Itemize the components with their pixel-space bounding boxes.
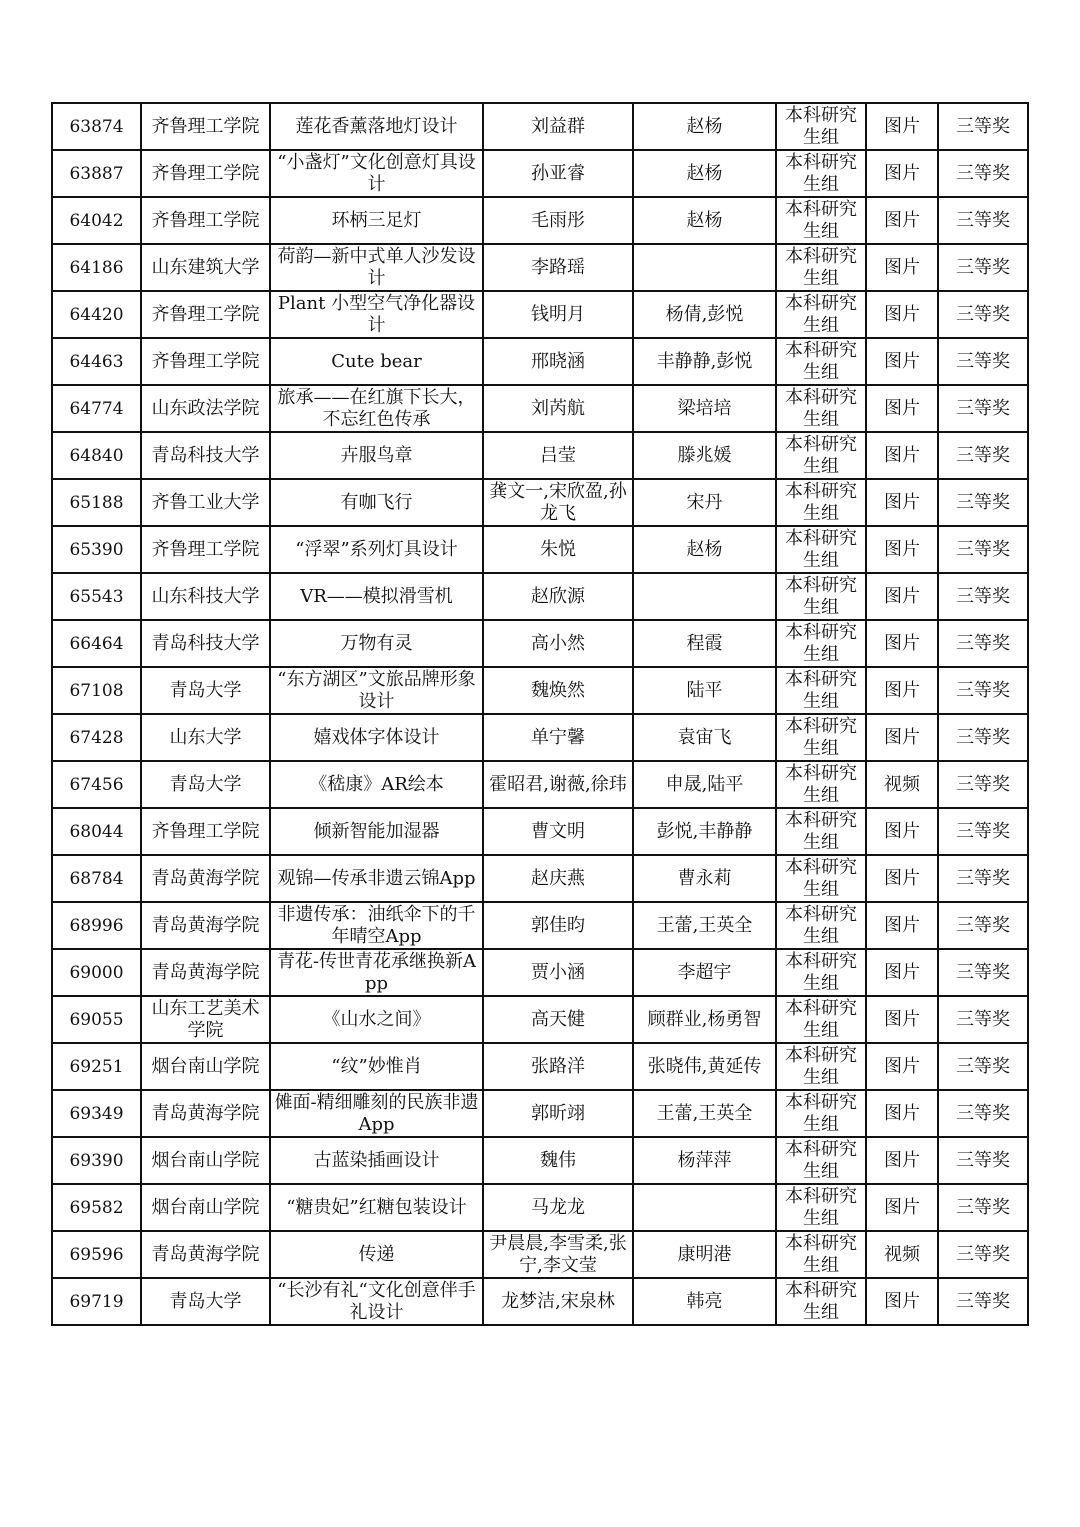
entry-id-cell: 67108 xyxy=(52,667,141,714)
entry-id-cell: 68784 xyxy=(52,855,141,902)
authors-cell: 高小然 xyxy=(483,620,633,667)
school-cell: 齐鲁理工学院 xyxy=(141,338,270,385)
work-title-cell: Plant 小型空气净化器设计 xyxy=(270,291,483,338)
school-cell: 青岛大学 xyxy=(141,1278,270,1325)
advisors-cell: 滕兆媛 xyxy=(633,432,776,479)
group-cell: 本科研究生组 xyxy=(776,1278,866,1325)
table-row xyxy=(52,714,1028,761)
work-type-cell: 图片 xyxy=(866,385,938,432)
work-title-cell: 倾新智能加湿器 xyxy=(270,808,483,855)
work-title-cell: “长沙有礼“文化创意伴手礼设计 xyxy=(270,1278,483,1325)
advisors-cell xyxy=(633,1184,776,1231)
advisors-cell: 程霞 xyxy=(633,620,776,667)
work-type-cell: 图片 xyxy=(866,808,938,855)
table-row xyxy=(52,620,1028,667)
school-cell: 青岛黄海学院 xyxy=(141,902,270,949)
award-cell: 三等奖 xyxy=(938,150,1028,197)
work-type-cell: 图片 xyxy=(866,1278,938,1325)
table-row xyxy=(52,1278,1028,1325)
work-title-cell: 青花-传世青花承继换新App xyxy=(270,949,483,996)
advisors-cell: 李超宇 xyxy=(633,949,776,996)
award-cell: 三等奖 xyxy=(938,1043,1028,1090)
entry-id-cell: 63887 xyxy=(52,150,141,197)
authors-cell: 龙梦洁,宋泉林 xyxy=(483,1278,633,1325)
school-cell: 青岛科技大学 xyxy=(141,432,270,479)
authors-cell: 魏伟 xyxy=(483,1137,633,1184)
authors-cell: 李路瑶 xyxy=(483,244,633,291)
entry-id-cell: 69055 xyxy=(52,996,141,1043)
entry-id-cell: 65543 xyxy=(52,573,141,620)
authors-cell: 刘益群 xyxy=(483,103,633,150)
work-type-cell: 图片 xyxy=(866,103,938,150)
group-cell: 本科研究生组 xyxy=(776,197,866,244)
entry-id-cell: 68044 xyxy=(52,808,141,855)
work-type-cell: 图片 xyxy=(866,620,938,667)
school-cell: 青岛大学 xyxy=(141,667,270,714)
work-type-cell: 图片 xyxy=(866,1184,938,1231)
work-type-cell: 图片 xyxy=(866,573,938,620)
work-type-cell: 视频 xyxy=(866,761,938,808)
work-type-cell: 图片 xyxy=(866,902,938,949)
authors-cell: 赵庆燕 xyxy=(483,855,633,902)
entry-id-cell: 67456 xyxy=(52,761,141,808)
award-cell: 三等奖 xyxy=(938,902,1028,949)
advisors-cell: 曹永莉 xyxy=(633,855,776,902)
entry-id-cell: 65390 xyxy=(52,526,141,573)
entry-id-cell: 69349 xyxy=(52,1090,141,1137)
award-cell: 三等奖 xyxy=(938,479,1028,526)
work-type-cell: 图片 xyxy=(866,432,938,479)
work-type-cell: 图片 xyxy=(866,667,938,714)
entry-id-cell: 64774 xyxy=(52,385,141,432)
entry-id-cell: 64042 xyxy=(52,197,141,244)
work-title-cell: 卉服鸟章 xyxy=(270,432,483,479)
work-type-cell: 图片 xyxy=(866,949,938,996)
school-cell: 齐鲁理工学院 xyxy=(141,197,270,244)
authors-cell: 赵欣源 xyxy=(483,573,633,620)
advisors-cell: 赵杨 xyxy=(633,197,776,244)
school-cell: 青岛科技大学 xyxy=(141,620,270,667)
group-cell: 本科研究生组 xyxy=(776,1090,866,1137)
group-cell: 本科研究生组 xyxy=(776,573,866,620)
work-title-cell: 傩面-精细雕刻的民族非遗App xyxy=(270,1090,483,1137)
school-cell: 齐鲁理工学院 xyxy=(141,103,270,150)
authors-cell: 单宁馨 xyxy=(483,714,633,761)
work-type-cell: 图片 xyxy=(866,1043,938,1090)
work-title-cell: “东方湖区”文旅品牌形象设计 xyxy=(270,667,483,714)
table-row xyxy=(52,996,1028,1043)
school-cell: 齐鲁工业大学 xyxy=(141,479,270,526)
award-cell: 三等奖 xyxy=(938,620,1028,667)
authors-cell: 高天健 xyxy=(483,996,633,1043)
school-cell: 山东大学 xyxy=(141,714,270,761)
table-row xyxy=(52,338,1028,385)
award-table xyxy=(51,102,1029,1326)
advisors-cell: 康明港 xyxy=(633,1231,776,1278)
work-title-cell: 《山水之间》 xyxy=(270,996,483,1043)
authors-cell: 尹晨晨,李雪柔,张宁,李文莹 xyxy=(483,1231,633,1278)
award-cell: 三等奖 xyxy=(938,432,1028,479)
authors-cell: 毛雨彤 xyxy=(483,197,633,244)
work-title-cell: 万物有灵 xyxy=(270,620,483,667)
group-cell: 本科研究生组 xyxy=(776,291,866,338)
award-cell: 三等奖 xyxy=(938,573,1028,620)
school-cell: 山东政法学院 xyxy=(141,385,270,432)
award-cell: 三等奖 xyxy=(938,1278,1028,1325)
work-type-cell: 图片 xyxy=(866,1090,938,1137)
group-cell: 本科研究生组 xyxy=(776,761,866,808)
work-title-cell: “纹”妙惟肖 xyxy=(270,1043,483,1090)
work-title-cell: 荷韵—新中式单人沙发设计 xyxy=(270,244,483,291)
authors-cell: 龚文一,宋欣盈,孙龙飞 xyxy=(483,479,633,526)
work-type-cell: 图片 xyxy=(866,291,938,338)
work-title-cell: 古蓝染插画设计 xyxy=(270,1137,483,1184)
award-cell: 三等奖 xyxy=(938,103,1028,150)
authors-cell: 刘芮航 xyxy=(483,385,633,432)
award-cell: 三等奖 xyxy=(938,526,1028,573)
advisors-cell xyxy=(633,244,776,291)
table-row xyxy=(52,1137,1028,1184)
table-row xyxy=(52,385,1028,432)
entry-id-cell: 69390 xyxy=(52,1137,141,1184)
work-title-cell: 莲花香薰落地灯设计 xyxy=(270,103,483,150)
work-title-cell: 《嵇康》AR绘本 xyxy=(270,761,483,808)
award-cell: 三等奖 xyxy=(938,197,1028,244)
advisors-cell: 赵杨 xyxy=(633,150,776,197)
group-cell: 本科研究生组 xyxy=(776,949,866,996)
school-cell: 齐鲁理工学院 xyxy=(141,526,270,573)
group-cell: 本科研究生组 xyxy=(776,150,866,197)
table-row xyxy=(52,949,1028,996)
table-row xyxy=(52,479,1028,526)
award-cell: 三等奖 xyxy=(938,291,1028,338)
work-type-cell: 图片 xyxy=(866,479,938,526)
advisors-cell: 张晓伟,黄延传 xyxy=(633,1043,776,1090)
table-row xyxy=(52,1231,1028,1278)
advisors-cell: 陆平 xyxy=(633,667,776,714)
work-type-cell: 图片 xyxy=(866,244,938,291)
authors-cell: 张路洋 xyxy=(483,1043,633,1090)
entry-id-cell: 64463 xyxy=(52,338,141,385)
table-row xyxy=(52,526,1028,573)
entry-id-cell: 64186 xyxy=(52,244,141,291)
group-cell: 本科研究生组 xyxy=(776,667,866,714)
authors-cell: 吕莹 xyxy=(483,432,633,479)
table-row xyxy=(52,855,1028,902)
authors-cell: 魏焕然 xyxy=(483,667,633,714)
advisors-cell: 袁宙飞 xyxy=(633,714,776,761)
advisors-cell: 王蕾,王英全 xyxy=(633,1090,776,1137)
table-row xyxy=(52,150,1028,197)
award-cell: 三等奖 xyxy=(938,385,1028,432)
table-row xyxy=(52,902,1028,949)
authors-cell: 曹文明 xyxy=(483,808,633,855)
work-title-cell: 嬉戏体字体设计 xyxy=(270,714,483,761)
table-row xyxy=(52,244,1028,291)
entry-id-cell: 68996 xyxy=(52,902,141,949)
work-title-cell: Cute bear xyxy=(270,338,483,385)
authors-cell: 霍昭君,谢薇,徐玮 xyxy=(483,761,633,808)
group-cell: 本科研究生组 xyxy=(776,103,866,150)
award-table-body xyxy=(52,103,1028,1325)
advisors-cell xyxy=(633,573,776,620)
award-cell: 三等奖 xyxy=(938,761,1028,808)
work-title-cell: “浮翠”系列灯具设计 xyxy=(270,526,483,573)
award-cell: 三等奖 xyxy=(938,1231,1028,1278)
award-cell: 三等奖 xyxy=(938,667,1028,714)
authors-cell: 钱明月 xyxy=(483,291,633,338)
advisors-cell: 韩亮 xyxy=(633,1278,776,1325)
advisors-cell: 杨倩,彭悦 xyxy=(633,291,776,338)
group-cell: 本科研究生组 xyxy=(776,620,866,667)
school-cell: 青岛黄海学院 xyxy=(141,949,270,996)
group-cell: 本科研究生组 xyxy=(776,808,866,855)
entry-id-cell: 64420 xyxy=(52,291,141,338)
authors-cell: 郭昕翊 xyxy=(483,1090,633,1137)
school-cell: 齐鲁理工学院 xyxy=(141,808,270,855)
entry-id-cell: 64840 xyxy=(52,432,141,479)
work-title-cell: 旅承——在红旗下长大，不忘红色传承 xyxy=(270,385,483,432)
award-cell: 三等奖 xyxy=(938,714,1028,761)
group-cell: 本科研究生组 xyxy=(776,479,866,526)
work-title-cell: 环柄三足灯 xyxy=(270,197,483,244)
entry-id-cell: 69582 xyxy=(52,1184,141,1231)
group-cell: 本科研究生组 xyxy=(776,996,866,1043)
authors-cell: 贾小涵 xyxy=(483,949,633,996)
school-cell: 山东科技大学 xyxy=(141,573,270,620)
group-cell: 本科研究生组 xyxy=(776,385,866,432)
award-cell: 三等奖 xyxy=(938,855,1028,902)
table-row xyxy=(52,761,1028,808)
school-cell: 齐鲁理工学院 xyxy=(141,150,270,197)
school-cell: 山东工艺美术学院 xyxy=(141,996,270,1043)
table-row xyxy=(52,103,1028,150)
school-cell: 青岛黄海学院 xyxy=(141,1231,270,1278)
group-cell: 本科研究生组 xyxy=(776,244,866,291)
work-title-cell: 传递 xyxy=(270,1231,483,1278)
advisors-cell: 赵杨 xyxy=(633,103,776,150)
entry-id-cell: 66464 xyxy=(52,620,141,667)
work-type-cell: 图片 xyxy=(866,1137,938,1184)
award-cell: 三等奖 xyxy=(938,338,1028,385)
school-cell: 青岛黄海学院 xyxy=(141,855,270,902)
group-cell: 本科研究生组 xyxy=(776,902,866,949)
advisors-cell: 赵杨 xyxy=(633,526,776,573)
work-title-cell: 非遗传承：油纸伞下的千年晴空App xyxy=(270,902,483,949)
award-cell: 三等奖 xyxy=(938,1184,1028,1231)
entry-id-cell: 67428 xyxy=(52,714,141,761)
table-row xyxy=(52,1090,1028,1137)
group-cell: 本科研究生组 xyxy=(776,432,866,479)
group-cell: 本科研究生组 xyxy=(776,1184,866,1231)
authors-cell: 朱悦 xyxy=(483,526,633,573)
work-type-cell: 图片 xyxy=(866,197,938,244)
award-cell: 三等奖 xyxy=(938,808,1028,855)
group-cell: 本科研究生组 xyxy=(776,338,866,385)
advisors-cell: 申晟,陆平 xyxy=(633,761,776,808)
school-cell: 齐鲁理工学院 xyxy=(141,291,270,338)
school-cell: 烟台南山学院 xyxy=(141,1184,270,1231)
table-row xyxy=(52,291,1028,338)
work-type-cell: 图片 xyxy=(866,714,938,761)
group-cell: 本科研究生组 xyxy=(776,526,866,573)
table-row xyxy=(52,573,1028,620)
work-type-cell: 图片 xyxy=(866,150,938,197)
work-type-cell: 图片 xyxy=(866,855,938,902)
school-cell: 山东建筑大学 xyxy=(141,244,270,291)
school-cell: 青岛大学 xyxy=(141,761,270,808)
group-cell: 本科研究生组 xyxy=(776,1043,866,1090)
award-cell: 三等奖 xyxy=(938,1090,1028,1137)
advisors-cell: 宋丹 xyxy=(633,479,776,526)
school-cell: 青岛黄海学院 xyxy=(141,1090,270,1137)
authors-cell: 邢晓涵 xyxy=(483,338,633,385)
authors-cell: 郭佳昀 xyxy=(483,902,633,949)
entry-id-cell: 63874 xyxy=(52,103,141,150)
table-row xyxy=(52,667,1028,714)
advisors-cell: 丰静静,彭悦 xyxy=(633,338,776,385)
award-cell: 三等奖 xyxy=(938,949,1028,996)
entry-id-cell: 69251 xyxy=(52,1043,141,1090)
group-cell: 本科研究生组 xyxy=(776,855,866,902)
authors-cell: 马龙龙 xyxy=(483,1184,633,1231)
work-title-cell: 有咖飞行 xyxy=(270,479,483,526)
work-title-cell: “小盏灯”文化创意灯具设计 xyxy=(270,150,483,197)
work-type-cell: 图片 xyxy=(866,338,938,385)
work-type-cell: 视频 xyxy=(866,1231,938,1278)
entry-id-cell: 69000 xyxy=(52,949,141,996)
table-row xyxy=(52,808,1028,855)
table-row xyxy=(52,432,1028,479)
entry-id-cell: 65188 xyxy=(52,479,141,526)
work-type-cell: 图片 xyxy=(866,526,938,573)
entry-id-cell: 69719 xyxy=(52,1278,141,1325)
award-cell: 三等奖 xyxy=(938,1137,1028,1184)
award-cell: 三等奖 xyxy=(938,244,1028,291)
advisors-cell: 顾群业,杨勇智 xyxy=(633,996,776,1043)
school-cell: 烟台南山学院 xyxy=(141,1043,270,1090)
table-row xyxy=(52,1184,1028,1231)
table-row xyxy=(52,1043,1028,1090)
work-title-cell: 观锦—传承非遗云锦App xyxy=(270,855,483,902)
advisors-cell: 王蕾,王英全 xyxy=(633,902,776,949)
advisors-cell: 彭悦,丰静静 xyxy=(633,808,776,855)
award-cell: 三等奖 xyxy=(938,996,1028,1043)
entry-id-cell: 69596 xyxy=(52,1231,141,1278)
authors-cell: 孙亚睿 xyxy=(483,150,633,197)
group-cell: 本科研究生组 xyxy=(776,1137,866,1184)
group-cell: 本科研究生组 xyxy=(776,1231,866,1278)
advisors-cell: 梁培培 xyxy=(633,385,776,432)
work-title-cell: “糖贵妃”红糖包装设计 xyxy=(270,1184,483,1231)
work-title-cell: VR——模拟滑雪机 xyxy=(270,573,483,620)
advisors-cell: 杨萍萍 xyxy=(633,1137,776,1184)
work-type-cell: 图片 xyxy=(866,996,938,1043)
school-cell: 烟台南山学院 xyxy=(141,1137,270,1184)
group-cell: 本科研究生组 xyxy=(776,714,866,761)
table-row xyxy=(52,197,1028,244)
